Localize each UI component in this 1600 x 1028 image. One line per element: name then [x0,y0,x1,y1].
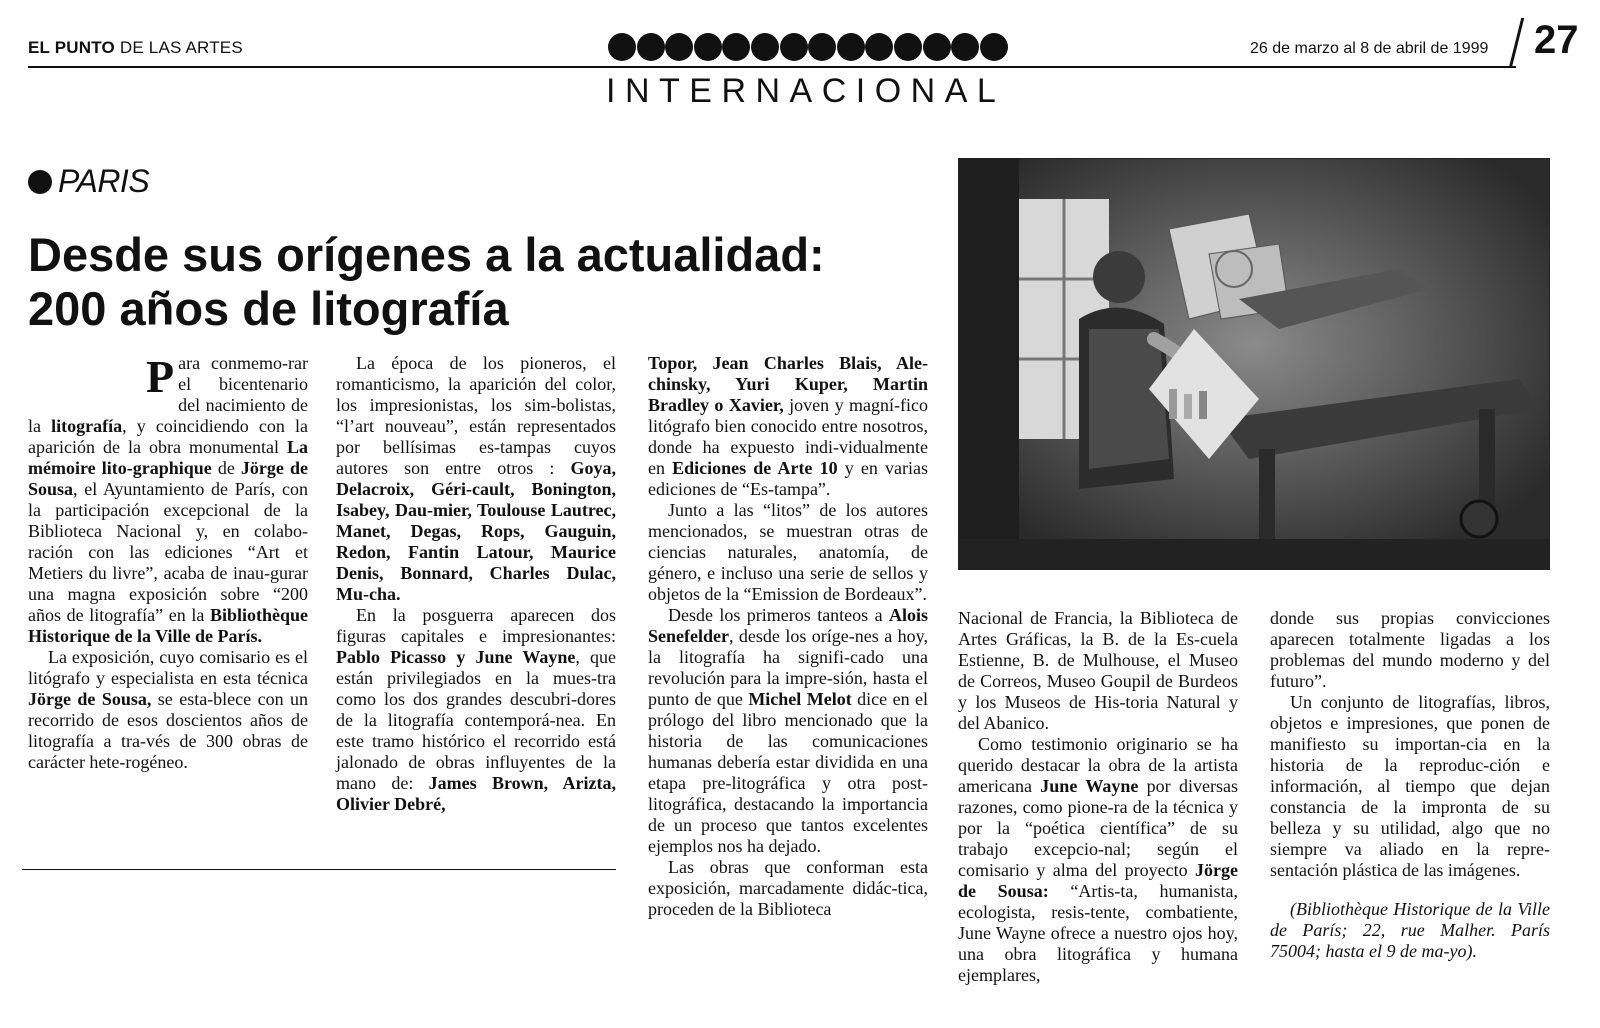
bold-name: Bibliothèque Historique de la Ville de París. [28,605,308,646]
article-paragraph: Para conmemo-rar el bicentenario del nacimiento de la litografía, y coincidiendo con la aparición de la obra monumental La mémoire lito-graphique de Jörge de Sousa, el Ayuntamiento de París, con la participación excepcional de la Biblioteca Nacional y, en colabo-ración con las ediciones “Art et Metiers du livre”, acaba de inau-gurar una magna exposición sobre “200 años de litografía” en la Bibliothèque Historique de la Ville de París. [28,351,308,646]
header-slash-divider [1509,18,1524,68]
article-paragraph: Las obras que conforman esta exposición, marcadamente didác-tica, proceden de la Biblioteca [648,857,928,919]
article-photo [958,158,1550,570]
publication-name [28,38,243,58]
bold-name: La mémoire lito-graphique [28,437,308,478]
article-paragraph: Como testimonio originario se ha querido destacar la obra de la artista americana June Wayne por diversas razones, como pione-ra de la técnica y por la “poética científica” de su trabajo excepcio-nal; según el comisario y alma del proyecto Jörge de Sousa: “Artis-ta, humanista, ecologista, resis-tente, combatiente, June Wayne ofrece a nuestro ojos hoy, una obra litográfica y humana ejemplares, [958,734,1239,985]
bold-name: Michel Melot [748,689,852,709]
article-paragraph: Topor, Jean Charles Blais, Ale-chinsky, Yuri Kuper, Martin Bradley o Xavier, joven y magní-fico litógrafo bien conocido entre nosotros, donde ha expuesto indi-vidualmente en Ediciones de Arte 10 y en varias ediciones de “Es-tampa”. [648,353,929,499]
decorative-dot [837,33,865,61]
decorative-dot [808,33,836,61]
bold-name: Goya, Delacroix, Géri-cault, Bonington, Isabey, Dau-mier, Toulouse Lautrec, Manet, Degas, Rops, Gauguin, Redon, Fantin Latour, Maurice Denis, Bonnard, Charles Dulac, Mu-cha. [336,458,616,604]
header-rule [28,66,1516,68]
bold-name: Alois Senefelder [648,605,928,646]
bold-name: June Wayne [1040,776,1139,796]
decorative-dot [665,33,693,61]
decorative-dot [951,33,979,61]
decorative-dot [637,33,665,61]
decorative-dot [780,33,808,61]
decorative-dot [894,33,922,61]
decorative-dot [751,33,779,61]
bold-name: James Brown, Arizta, Olivier Debré, [336,773,616,814]
bold-name: Jörge de Sousa, [28,689,152,709]
decorative-dot [865,33,893,61]
decorative-dot [722,33,750,61]
article-paragraph: Nacional de Francia, la Biblioteca de Artes Gráficas, la B. de la Es-cuela Estienne, B. de Mulhouse, el Museo de Correos, Museo Goupil de Burdeos y los Museos de His-toria Natural y del Abanico. [958,608,1238,733]
article-column-4 [958,608,1238,986]
article-paragraph: Un conjunto de litografías, libros, objetos e impresiones, que ponen de manifiesto su importan-cia en la historia de la reproduc-ción e información, al tiempo que dejan constancia de la impronta de su belleza y su utilidad, algo que no siempre va aliado en la repre-sentación plástica de las imágenes. [1270,692,1550,880]
article-column-5 [1270,608,1550,962]
column-bottom-rule [22,869,616,870]
article-paragraph: La época de los pioneros, el romanticismo, la aparición del color, los impresionistas, los sim-bolistas, “l’art nouveau”, están representados por bellísimas es-tampas cuyos autores son entre otros : Goya, Delacroix, Géri-cault, Bonington, Isabey, Dau-mier, Toulouse Lautrec, Manet, Degas, Rops, Gauguin, Redon, Fantin Latour, Maurice Denis, Bonnard, Charles Dulac, Mu-cha. [336,353,616,604]
bold-name: Jörge de Sousa [28,458,308,499]
article-paragraph: En la posguerra aparecen dos figuras capitales e impresionantes: Pablo Picasso y June Wayne, que están privilegiados en la mues-tra como los dos grandes descubri-dores de la litografía contemporá-nea. En este tramo histórico el recorrido está jalonado de obras influyentes de la mano de: James Brown, Arizta, Olivier Debré, [336,605,616,814]
article-paragraph: donde sus propias convicciones aparecen totalmente ligadas a los problemas del mundo moderno y del futuro”. [1270,608,1550,691]
decorative-dots-row [608,30,1008,64]
bold-name: Pablo Picasso y June Wayne [336,647,576,667]
issue-date: 26 de marzo al 8 de abril de 1999 [1250,40,1489,57]
bold-name: litografía [51,416,123,436]
section-title: INTERNACIONAL [606,72,1006,110]
bullet-icon [28,170,52,194]
article-kicker [28,163,149,200]
publication-name-bold: EL PUNTO [28,38,115,57]
headline-line-2: 200 años de litografía [28,282,509,335]
decorative-dot [923,33,951,61]
bold-name: Jörge de Sousa: [958,860,1238,901]
article-column-2 [336,353,616,815]
decorative-dot [608,33,636,61]
lithograph-printer-illustration-icon [959,159,1549,569]
drop-cap: P [146,351,175,402]
article-paragraph: La exposición, cuyo comisario es el litógrafo y especialista en esta técnica Jörge de Sousa, se esta-blece con un recorrido de esos doscientos años de litografía a tra-vés de 300 obras de carácter hete-rogéneo. [28,647,308,772]
decorative-dot [694,33,722,61]
article-column-3 [648,353,928,920]
bold-name: Topor, Jean Charles Blais, Ale-chinsky, Yuri Kuper, Martin Bradley o Xavier, [648,353,928,415]
kicker-label: PARIS [58,163,150,199]
exhibition-info-caption: (Bibliothèque Historique de la Ville de París; 22, rue Malher. París 75004; hasta el 9 de ma-yo). [1270,899,1550,961]
decorative-dot [980,33,1008,61]
article-headline [28,228,928,336]
article-paragraph: Desde los primeros tanteos a Alois Senefelder, desde los oríge-nes a hoy, la litografía ha signifi-cado una revolución para la impre-sión, hasta el punto de que Michel Melot dice en el prólogo del libro mencionado que la historia de las comunicaciones humanas debería estar dividida en una etapa pre-litográfica y otra post-litográfica, destacando la importancia de un proceso que tantos excelentes ejemplos nos ha dejado. [648,605,928,856]
page-number: 27 [1534,18,1579,62]
publication-name-rest: DE LAS ARTES [114,38,243,57]
article-column-1 [28,353,308,773]
headline-line-1: Desde sus orígenes a la actualidad: [28,228,825,281]
bold-name: Ediciones de Arte 10 [672,458,838,478]
article-paragraph: Junto a las “litos” de los autores mencionados, se muestran otras de ciencias naturales, anatomía, de género, e incluso una serie de sellos y objetos de la “Emission de Bordeaux”. [648,500,928,604]
